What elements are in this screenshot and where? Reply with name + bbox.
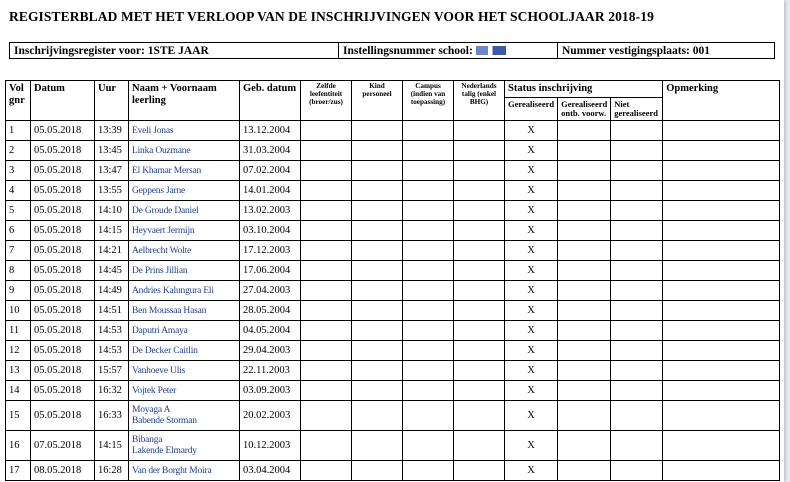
cell-nederlands bbox=[454, 431, 505, 461]
cell-datum: 05.05.2018 bbox=[31, 221, 95, 241]
header-ontb: Gerealiseerd ontb. voorw. bbox=[558, 97, 611, 121]
cell-geb: 28.05.2004 bbox=[240, 301, 301, 321]
cell-ontb bbox=[558, 121, 611, 141]
cell-gerealiseerd: X bbox=[505, 201, 558, 221]
cell-ontb bbox=[558, 281, 611, 301]
cell-nederlands bbox=[454, 461, 505, 481]
cell-kind bbox=[352, 161, 403, 181]
cell-volgnr: 3 bbox=[6, 161, 31, 181]
cell-naam bbox=[129, 241, 240, 261]
cell-naam bbox=[129, 361, 240, 381]
student-name: Andries Kalungura Eli bbox=[132, 286, 214, 297]
cell-kind bbox=[352, 121, 403, 141]
cell-uur: 13:45 bbox=[95, 141, 129, 161]
cell-campus bbox=[403, 221, 454, 241]
cell-geb: 03.04.2004 bbox=[240, 461, 301, 481]
cell-datum: 05.05.2018 bbox=[31, 361, 95, 381]
cell-naam bbox=[129, 141, 240, 161]
cell-datum: 05.05.2018 bbox=[31, 261, 95, 281]
cell-ontb bbox=[558, 431, 611, 461]
cell-geb: 14.01.2004 bbox=[240, 181, 301, 201]
cell-campus bbox=[403, 141, 454, 161]
cell-opmerking bbox=[663, 241, 780, 261]
cell-niet bbox=[611, 301, 663, 321]
header-gerealiseerd: Gerealiseerd bbox=[505, 97, 558, 121]
cell-uur: 16:33 bbox=[95, 401, 129, 431]
cell-campus bbox=[403, 361, 454, 381]
cell-uur: 13:39 bbox=[95, 121, 129, 141]
cell-volgnr: 13 bbox=[6, 361, 31, 381]
cell-datum: 05.05.2018 bbox=[31, 381, 95, 401]
cell-geb: 10.12.2003 bbox=[240, 431, 301, 461]
cell-gerealiseerd: X bbox=[505, 161, 558, 181]
cell-gerealiseerd: X bbox=[505, 141, 558, 161]
cell-niet bbox=[611, 161, 663, 181]
cell-volgnr: 9 bbox=[6, 281, 31, 301]
cell-ontb bbox=[558, 241, 611, 261]
student-name: Linka Ouzmane bbox=[132, 146, 191, 157]
cell-kind bbox=[352, 301, 403, 321]
cell-niet bbox=[611, 241, 663, 261]
cell-volgnr: 7 bbox=[6, 241, 31, 261]
cell-zelfde bbox=[301, 301, 352, 321]
cell-campus bbox=[403, 461, 454, 481]
cell-datum: 05.05.2018 bbox=[31, 181, 95, 201]
cell-niet bbox=[611, 181, 663, 201]
cell-gerealiseerd: X bbox=[505, 121, 558, 141]
cell-ontb bbox=[558, 161, 611, 181]
cell-niet bbox=[611, 121, 663, 141]
cell-geb: 03.10.2004 bbox=[240, 221, 301, 241]
student-name: De Groude Daniel bbox=[132, 206, 199, 217]
cell-campus bbox=[403, 161, 454, 181]
cell-ontb bbox=[558, 141, 611, 161]
cell-kind bbox=[352, 461, 403, 481]
student-name: Ben Moussaa Hasan bbox=[132, 306, 207, 317]
cell-zelfde bbox=[301, 341, 352, 361]
cell-gerealiseerd: X bbox=[505, 301, 558, 321]
table-row bbox=[6, 401, 780, 431]
cell-volgnr: 6 bbox=[6, 221, 31, 241]
table-row bbox=[6, 181, 780, 201]
cell-naam bbox=[129, 321, 240, 341]
cell-ontb bbox=[558, 201, 611, 221]
cell-niet bbox=[611, 281, 663, 301]
cell-opmerking bbox=[663, 221, 780, 241]
cell-opmerking bbox=[663, 361, 780, 381]
student-name-line2: Lakende Elmardy bbox=[132, 445, 197, 456]
student-name: Vojtek Peter bbox=[132, 386, 177, 397]
cell-zelfde bbox=[301, 121, 352, 141]
cell-nederlands bbox=[454, 261, 505, 281]
cell-uur: 13:55 bbox=[95, 181, 129, 201]
cell-datum: 05.05.2018 bbox=[31, 161, 95, 181]
table-row bbox=[6, 461, 780, 481]
cell-volgnr: 1 bbox=[6, 121, 31, 141]
cell-datum: 05.05.2018 bbox=[31, 341, 95, 361]
header-nederlands: Nederlands talig (enkel BHG) bbox=[454, 81, 505, 121]
cell-volgnr: 16 bbox=[6, 431, 31, 461]
cell-zelfde bbox=[301, 181, 352, 201]
cell-ontb bbox=[558, 181, 611, 201]
cell-zelfde bbox=[301, 281, 352, 301]
cell-geb: 31.03.2004 bbox=[240, 141, 301, 161]
registration-table bbox=[5, 80, 780, 481]
cell-volgnr: 8 bbox=[6, 261, 31, 281]
cell-campus bbox=[403, 381, 454, 401]
cell-niet bbox=[611, 341, 663, 361]
cell-geb: 07.02.2004 bbox=[240, 161, 301, 181]
student-name: Heyvaert Jermijn bbox=[132, 226, 195, 237]
cell-nederlands bbox=[454, 221, 505, 241]
table-row bbox=[6, 301, 780, 321]
cell-zelfde bbox=[301, 201, 352, 221]
cell-kind bbox=[352, 241, 403, 261]
cell-ontb bbox=[558, 261, 611, 281]
cell-ontb bbox=[558, 361, 611, 381]
table-row bbox=[6, 121, 780, 141]
student-name: Eveli Jonas bbox=[132, 126, 174, 137]
cell-kind bbox=[352, 261, 403, 281]
cell-naam bbox=[129, 181, 240, 201]
cell-niet bbox=[611, 141, 663, 161]
cell-nederlands bbox=[454, 341, 505, 361]
cell-datum: 05.05.2018 bbox=[31, 321, 95, 341]
cell-nederlands bbox=[454, 181, 505, 201]
cell-geb: 22.11.2003 bbox=[240, 361, 301, 381]
cell-opmerking bbox=[663, 281, 780, 301]
cell-datum: 05.05.2018 bbox=[31, 201, 95, 221]
cell-geb: 13.12.2004 bbox=[240, 121, 301, 141]
cell-opmerking bbox=[663, 301, 780, 321]
cell-opmerking bbox=[663, 461, 780, 481]
student-name: Aelbrecht Wolte bbox=[132, 246, 192, 257]
cell-datum: 05.05.2018 bbox=[31, 281, 95, 301]
cell-geb: 03.09.2003 bbox=[240, 381, 301, 401]
cell-campus bbox=[403, 121, 454, 141]
student-name: De Prins Jillian bbox=[132, 266, 188, 277]
cell-uur: 14:15 bbox=[95, 221, 129, 241]
cell-nederlands bbox=[454, 241, 505, 261]
cell-uur: 15:57 bbox=[95, 361, 129, 381]
cell-nederlands bbox=[454, 301, 505, 321]
cell-datum: 05.05.2018 bbox=[31, 121, 95, 141]
header-datum: Datum bbox=[31, 81, 95, 121]
student-name: El Khamar Mersan bbox=[132, 166, 202, 177]
header-volgnr: Vol gnr bbox=[6, 81, 31, 121]
cell-kind bbox=[352, 341, 403, 361]
cell-nederlands bbox=[454, 281, 505, 301]
cell-zelfde bbox=[301, 461, 352, 481]
cell-kind bbox=[352, 361, 403, 381]
cell-datum: 05.05.2018 bbox=[31, 301, 95, 321]
cell-geb: 27.04.2003 bbox=[240, 281, 301, 301]
cell-kind bbox=[352, 381, 403, 401]
cell-zelfde bbox=[301, 361, 352, 381]
student-name: Bibanga bbox=[132, 434, 163, 445]
cell-opmerking bbox=[663, 401, 780, 431]
cell-naam bbox=[129, 121, 240, 141]
cell-campus bbox=[403, 241, 454, 261]
cell-nederlands bbox=[454, 141, 505, 161]
header-status: Status inschrijving bbox=[505, 81, 663, 98]
institution-label: Instellingsnummer school: bbox=[343, 44, 473, 57]
cell-niet bbox=[611, 321, 663, 341]
table-row bbox=[6, 321, 780, 341]
cell-niet bbox=[611, 461, 663, 481]
cell-nederlands bbox=[454, 161, 505, 181]
cell-gerealiseerd: X bbox=[505, 181, 558, 201]
cell-ontb bbox=[558, 301, 611, 321]
cell-gerealiseerd: X bbox=[505, 401, 558, 431]
cell-datum: 08.05.2018 bbox=[31, 461, 95, 481]
institution-cell bbox=[339, 43, 558, 59]
header-naam: Naam + Voornaam leerling bbox=[129, 81, 240, 121]
cell-uur: 14:15 bbox=[95, 431, 129, 461]
cell-uur: 14:45 bbox=[95, 261, 129, 281]
cell-campus bbox=[403, 181, 454, 201]
cell-kind bbox=[352, 221, 403, 241]
cell-kind bbox=[352, 281, 403, 301]
cell-volgnr: 10 bbox=[6, 301, 31, 321]
redacted-number bbox=[476, 46, 506, 55]
cell-niet bbox=[611, 361, 663, 381]
student-name: Daputri Amaya bbox=[132, 326, 188, 337]
cell-gerealiseerd: X bbox=[505, 361, 558, 381]
cell-volgnr: 2 bbox=[6, 141, 31, 161]
cell-ontb bbox=[558, 461, 611, 481]
cell-datum: 05.05.2018 bbox=[31, 141, 95, 161]
cell-zelfde bbox=[301, 431, 352, 461]
cell-geb: 04.05.2004 bbox=[240, 321, 301, 341]
cell-uur: 13:47 bbox=[95, 161, 129, 181]
cell-nederlands bbox=[454, 401, 505, 431]
header-kind: Kind personeel bbox=[352, 81, 403, 121]
cell-uur: 14:53 bbox=[95, 341, 129, 361]
table-row bbox=[6, 431, 780, 461]
cell-opmerking bbox=[663, 121, 780, 141]
student-name: Geppens Jarne bbox=[132, 186, 186, 197]
cell-niet bbox=[611, 261, 663, 281]
info-bar bbox=[9, 42, 775, 59]
cell-nederlands bbox=[454, 381, 505, 401]
cell-geb: 20.02.2003 bbox=[240, 401, 301, 431]
cell-datum: 05.05.2018 bbox=[31, 241, 95, 261]
cell-gerealiseerd: X bbox=[505, 341, 558, 361]
cell-zelfde bbox=[301, 261, 352, 281]
cell-opmerking bbox=[663, 381, 780, 401]
header-opmerking: Opmerking bbox=[663, 81, 780, 121]
student-name: Van der Borght Moira bbox=[132, 466, 212, 477]
cell-gerealiseerd: X bbox=[505, 381, 558, 401]
table-row bbox=[6, 201, 780, 221]
cell-uur: 16:32 bbox=[95, 381, 129, 401]
cell-campus bbox=[403, 321, 454, 341]
cell-geb: 17.12.2003 bbox=[240, 241, 301, 261]
cell-zelfde bbox=[301, 321, 352, 341]
cell-niet bbox=[611, 221, 663, 241]
cell-kind bbox=[352, 431, 403, 461]
student-name: Vanhoeve Ulis bbox=[132, 366, 186, 377]
cell-gerealiseerd: X bbox=[505, 261, 558, 281]
cell-naam bbox=[129, 341, 240, 361]
cell-opmerking bbox=[663, 181, 780, 201]
cell-geb: 17.06.2004 bbox=[240, 261, 301, 281]
cell-uur: 14:10 bbox=[95, 201, 129, 221]
cell-naam bbox=[129, 161, 240, 181]
cell-zelfde bbox=[301, 381, 352, 401]
table-row bbox=[6, 221, 780, 241]
cell-naam bbox=[129, 201, 240, 221]
table-row bbox=[6, 161, 780, 181]
table-row bbox=[6, 261, 780, 281]
student-name: Moyaga A bbox=[132, 404, 171, 415]
cell-datum: 05.05.2018 bbox=[31, 401, 95, 431]
cell-ontb bbox=[558, 221, 611, 241]
cell-nederlands bbox=[454, 121, 505, 141]
cell-naam bbox=[129, 461, 240, 481]
cell-opmerking bbox=[663, 141, 780, 161]
cell-opmerking bbox=[663, 321, 780, 341]
cell-ontb bbox=[558, 381, 611, 401]
cell-kind bbox=[352, 321, 403, 341]
cell-nederlands bbox=[454, 201, 505, 221]
cell-naam bbox=[129, 261, 240, 281]
cell-ontb bbox=[558, 401, 611, 431]
cell-naam bbox=[129, 381, 240, 401]
cell-volgnr: 4 bbox=[6, 181, 31, 201]
cell-niet bbox=[611, 431, 663, 461]
header-uur: Uur bbox=[95, 81, 129, 121]
cell-campus bbox=[403, 201, 454, 221]
cell-naam bbox=[129, 221, 240, 241]
cell-volgnr: 11 bbox=[6, 321, 31, 341]
cell-uur: 16:28 bbox=[95, 461, 129, 481]
cell-gerealiseerd: X bbox=[505, 281, 558, 301]
cell-uur: 14:53 bbox=[95, 321, 129, 341]
cell-zelfde bbox=[301, 401, 352, 431]
table-row bbox=[6, 141, 780, 161]
cell-gerealiseerd: X bbox=[505, 321, 558, 341]
header-campus: Campus (indien van toepassing) bbox=[403, 81, 454, 121]
cell-kind bbox=[352, 141, 403, 161]
cell-ontb bbox=[558, 341, 611, 361]
cell-niet bbox=[611, 201, 663, 221]
cell-uur: 14:51 bbox=[95, 301, 129, 321]
table-row bbox=[6, 361, 780, 381]
cell-volgnr: 14 bbox=[6, 381, 31, 401]
cell-datum: 07.05.2018 bbox=[31, 431, 95, 461]
page-title: REGISTERBLAD MET HET VERLOOP VAN DE INSCHRIJVINGEN VOOR HET SCHOOLJAAR 2018-19 bbox=[9, 9, 654, 24]
cell-uur: 14:49 bbox=[95, 281, 129, 301]
cell-volgnr: 17 bbox=[6, 461, 31, 481]
cell-opmerking bbox=[663, 431, 780, 461]
cell-zelfde bbox=[301, 141, 352, 161]
cell-zelfde bbox=[301, 161, 352, 181]
cell-campus bbox=[403, 301, 454, 321]
cell-volgnr: 12 bbox=[6, 341, 31, 361]
cell-campus bbox=[403, 401, 454, 431]
cell-campus bbox=[403, 431, 454, 461]
cell-nederlands bbox=[454, 321, 505, 341]
cell-gerealiseerd: X bbox=[505, 461, 558, 481]
cell-gerealiseerd: X bbox=[505, 241, 558, 261]
header-zelfde: Zelfde leefentiteit (broer/zus) bbox=[301, 81, 352, 121]
cell-geb: 29.04.2003 bbox=[240, 341, 301, 361]
cell-gerealiseerd: X bbox=[505, 221, 558, 241]
table-row bbox=[6, 341, 780, 361]
cell-volgnr: 5 bbox=[6, 201, 31, 221]
cell-opmerking bbox=[663, 161, 780, 181]
cell-opmerking bbox=[663, 201, 780, 221]
table-row bbox=[6, 381, 780, 401]
cell-niet bbox=[611, 401, 663, 431]
cell-nederlands bbox=[454, 361, 505, 381]
register-label: Inschrijvingsregister voor: 1STE JAAR bbox=[10, 43, 339, 59]
cell-gerealiseerd: X bbox=[505, 431, 558, 461]
cell-naam bbox=[129, 281, 240, 301]
cell-naam bbox=[129, 401, 240, 431]
table-row bbox=[6, 241, 780, 261]
cell-kind bbox=[352, 181, 403, 201]
cell-volgnr: 15 bbox=[6, 401, 31, 431]
cell-zelfde bbox=[301, 221, 352, 241]
cell-campus bbox=[403, 261, 454, 281]
cell-kind bbox=[352, 201, 403, 221]
header-niet: Niet gerealiseerd bbox=[611, 97, 663, 121]
cell-niet bbox=[611, 381, 663, 401]
cell-campus bbox=[403, 281, 454, 301]
cell-naam bbox=[129, 431, 240, 461]
cell-opmerking bbox=[663, 341, 780, 361]
table-row bbox=[6, 281, 780, 301]
cell-opmerking bbox=[663, 261, 780, 281]
cell-uur: 14:21 bbox=[95, 241, 129, 261]
student-name-line2: Babende Storman bbox=[132, 415, 197, 426]
cell-zelfde bbox=[301, 241, 352, 261]
header-geb: Geb. datum bbox=[240, 81, 301, 121]
cell-campus bbox=[403, 341, 454, 361]
cell-kind bbox=[352, 401, 403, 431]
location-label: Nummer vestigingsplaats: 001 bbox=[558, 43, 775, 59]
student-name: De Decker Caitlin bbox=[132, 346, 198, 357]
cell-ontb bbox=[558, 321, 611, 341]
cell-geb: 13.02.2003 bbox=[240, 201, 301, 221]
cell-naam bbox=[129, 301, 240, 321]
